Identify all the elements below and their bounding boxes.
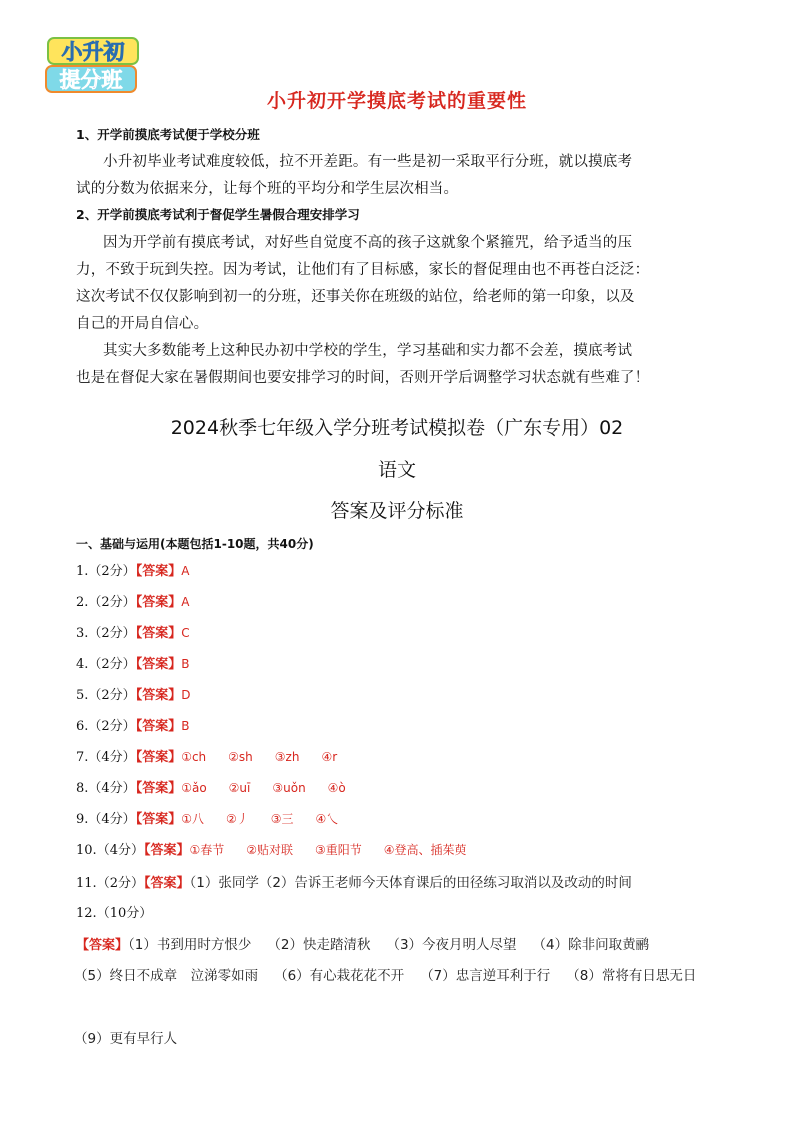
answer-number: 7. [76,750,89,765]
answer-tag: 【答案】 [135,812,182,827]
section-heading: 一、基础与运用(本题包括1-10题，共40分) [76,537,314,551]
answer-score: （2分） [88,657,136,672]
promo-paragraph-2-line-4: 自己的开局自信心。 [76,316,209,332]
exam-title: 2024秋季七年级入学分班考试模拟卷（广东专用）02 [170,417,624,439]
promo-title: 小升初开学摸底考试的重要性 [266,90,527,112]
logo-line1: 小升初 [61,40,125,64]
answer-row-10 [76,839,467,858]
answer-score: （10分） [96,906,153,921]
answer-number: 8. [76,781,89,796]
promo-paragraph-3-line-2: 也是在督促大家在暑假期间也要安排学习的时间，否则开学后调整学习状态就有些难了！ [76,370,650,386]
answer-score: （2分） [88,719,136,734]
promo-heading-2: 2、开学前摸底考试利于督促学生暑假合理安排学习 [76,207,360,222]
answer-number: 5. [76,688,89,703]
answer-value: B [181,657,190,671]
answer-tag: 【答案】 [143,843,190,858]
answer-number: 9. [76,812,89,827]
answer-value: ④ò [327,781,346,795]
answer-number: 1. [76,564,89,579]
answer-score: （2分） [88,564,136,579]
answer-score: （2分） [88,626,136,641]
answer-value: ④乀 [315,812,339,826]
answer-score: （4分） [88,750,136,765]
answer-value: A [181,595,190,609]
answer-number: 11. [76,876,97,891]
promo-paragraph-1-line-2: 试的分数为依据来分，让每个班的平均分和学生层次相当。 [76,181,459,197]
promo-paragraph-1-line-1: 小升初毕业考试难度较低，拉不开差距。有一些是初一采取平行分班，就以摸底考 [103,154,633,170]
answer-row-7 [76,746,337,765]
answer-value: ③重阳节 [315,843,362,857]
answer-title: 答案及评分标准 [330,500,464,522]
answer-row-12 [76,902,152,921]
answer-text: （1）张同学（2）告诉王老师今天体育课后的田径练习取消以及改动的时间 [189,875,632,891]
promo-paragraph-3-line-1: 其实大多数能考上这种民办初中学校的学生，学习基础和实力都不会差，摸底考试 [103,343,633,359]
answer-12-line-3 [74,1027,177,1047]
answer-12-part-3: （3）今夜月明人尽望 [386,937,517,953]
answer-number: 4. [76,657,89,672]
answer-tag: 【答案】 [135,750,182,765]
answer-score: （2分） [88,595,136,610]
answer-12-part-7: （7）忠言逆耳利于行 [420,968,551,984]
answer-row-6 [76,715,189,734]
logo-line2: 提分班 [59,68,123,92]
answer-tag: 【答案】 [76,938,129,953]
answer-score: （4分） [88,812,136,827]
answer-row-11 [76,871,632,891]
answer-tag: 【答案】 [143,876,190,891]
answer-value: ①ǎo [181,781,207,795]
answer-row-5 [76,684,190,703]
answer-12-line-1 [76,933,649,953]
answer-12-part-6: （6）有心栽花花不开 [274,968,405,984]
answer-number: 6. [76,719,89,734]
answer-value: D [181,688,191,702]
answer-score: （4分） [96,843,144,858]
answer-value: ③三 [270,812,294,826]
answer-row-3 [76,622,190,641]
answer-tag: 【答案】 [135,564,182,579]
promo-heading-1: 1、开学前摸底考试便于学校分班 [76,127,260,142]
answer-score: （2分） [88,688,136,703]
promo-paragraph-2-line-2: 力，不致于玩到失控。因为考试，让他们有了目标感，家长的督促理由也不再苍白泛泛： [76,262,650,278]
promo-paragraph-2-line-1: 因为开学前有摸底考试，对好些自觉度不高的孩子这就象个紧箍咒，给予适当的压 [103,235,633,251]
answer-number: 10. [76,843,97,858]
answer-value: ①春节 [189,843,225,857]
answer-tag: 【答案】 [135,626,182,641]
answer-number: 2. [76,595,89,610]
answer-value: ①ch [181,750,207,764]
answer-value: ③uǒn [272,781,306,795]
answer-number: 12. [76,906,97,921]
answer-value: ②贴对联 [246,843,294,857]
answer-value: B [181,719,190,733]
answer-12-part-5: （5）终日不成章 泣涕零如雨 [74,968,259,984]
answer-value: ③zh [274,750,300,764]
answer-tag: 【答案】 [135,657,182,672]
answer-value: ④登高、插茱萸 [383,843,467,857]
answer-value: A [181,564,190,578]
answer-row-9 [76,808,338,827]
answer-value: ②uī [228,781,251,795]
answer-12-part-1: （1）书到用时方恨少 [128,937,252,953]
answer-value: C [181,626,190,640]
answer-tag: 【答案】 [135,688,182,703]
answer-row-8 [76,777,346,796]
answer-tag: 【答案】 [135,595,182,610]
answer-12-part-8: （8）常将有日思无日 [566,968,697,984]
answer-row-4 [76,653,189,672]
answer-value: ②sh [228,750,253,764]
answer-tag: 【答案】 [135,719,182,734]
answer-value: ④r [321,750,338,764]
answer-number: 3. [76,626,89,641]
answer-row-1 [76,560,189,579]
answer-score: （2分） [96,876,144,891]
answer-12-part-9: （9）更有早行人 [74,1031,178,1047]
promo-paragraph-2-line-3: 这次考试不仅仅影响到初一的分班，还事关你在班级的站位，给老师的第一印象，以及 [76,289,635,305]
answer-12-part-2: （2）快走踏清秋 [267,937,371,953]
answer-12-part-4: （4）除非问取黄鹂 [532,937,650,953]
answer-value: ②丿 [225,812,249,826]
answer-score: （4分） [88,781,136,796]
answer-tag: 【答案】 [135,781,182,796]
answer-row-2 [76,591,189,610]
exam-subject: 语文 [377,459,416,481]
answer-12-line-2 [74,964,696,984]
answer-value: ①八 [181,812,204,826]
